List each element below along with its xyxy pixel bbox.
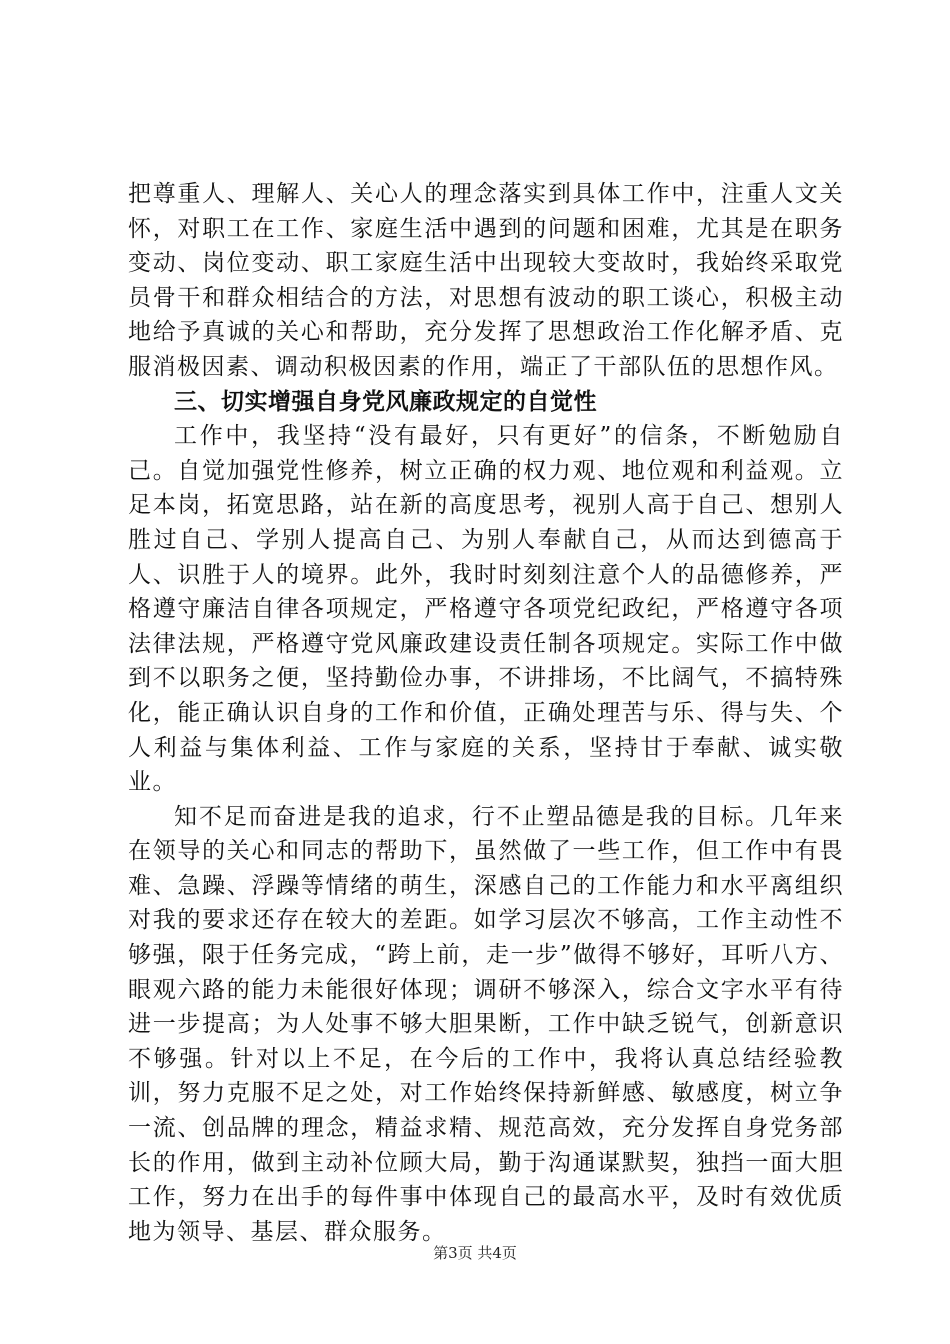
paragraph-integrity: 工作中，我坚持“没有最好，只有更好”的信条，不断勉励自己。自觉加强党性修养，树立正确的权力观、地位观和利益观。立足本岗，拓宽思路，站在新的高度思考，视别人高于自己、想别人胜过自己、学别人提高自己、为别人奉献自己，从而达到德高于人、识胜于人的境界。此外，我时时刻刻注意个人的品德修养，严格遵守廉洁自律各项规定，严格遵守各项党纪政纪，严格遵守各项法律法规，严格遵守党风廉政建设责任制各项规定。实际工作中做到不以职务之便，坚持勤俭办事，不讲排场，不比阔气，不搞特殊化，能正确认识自身的工作和价值，正确处理苦与乐、得与失、个人利益与集体利益、工作与家庭的关系，坚持甘于奉献、诚实敬业。 [128,423,844,796]
paragraph-continuation: 把尊重人、理解人、关心人的理念落实到具体工作中，注重人文关怀，对职工在工作、家庭生活中遇到的问题和困难，尤其是在职务变动、岗位变动、职工家庭生活中出现较大变故时，我始终采取党员骨干和群众相结合的方法，对思想有波动的职工谈心，积极主动地给予真诚的关心和帮助，充分发挥了思想政治工作化解矛盾、克服消极因素、调动积极因素的作用，端正了干部队伍的思想作风。 [128,181,844,380]
section-heading: 三、切实增强自身党风廉政规定的自觉性 [174,388,597,415]
document-body [128,177,844,1249]
page-footer: 第3页 共4页 [433,1244,517,1262]
paragraph-shortcomings: 知不足而奋进是我的追求，行不止塑品德是我的目标。几年来在领导的关心和同志的帮助下，虽然做了一些工作，但工作中有畏难、急躁、浮躁等情绪的萌生，深感自己的工作能力和水平离组织对我的要求还存在较大的差距。如学习层次不够高，工作主动性不够强，限于任务完成，“跨上前，走一步”做得不够好，耳听八方、眼观六路的能力未能很好体现；调研不够深入，综合文字水平有待进一步提高；为人处事不够大胆果断，工作中缺乏锐气，创新意识不够强。针对以上不足，在今后的工作中，我将认真总结经验教训，努力克服不足之处，对工作始终保持新鲜感、敏感度，树立争一流、创品牌的理念，精益求精、规范高效，充分发挥自身党务部长的作用，做到主动补位顾大局，勤于沟通谋默契，独挡一面大胆工作，努力在出手的每件事中体现自己的最高水平，及时有效优质地为领导、基层、群众服务。 [128,803,844,1245]
